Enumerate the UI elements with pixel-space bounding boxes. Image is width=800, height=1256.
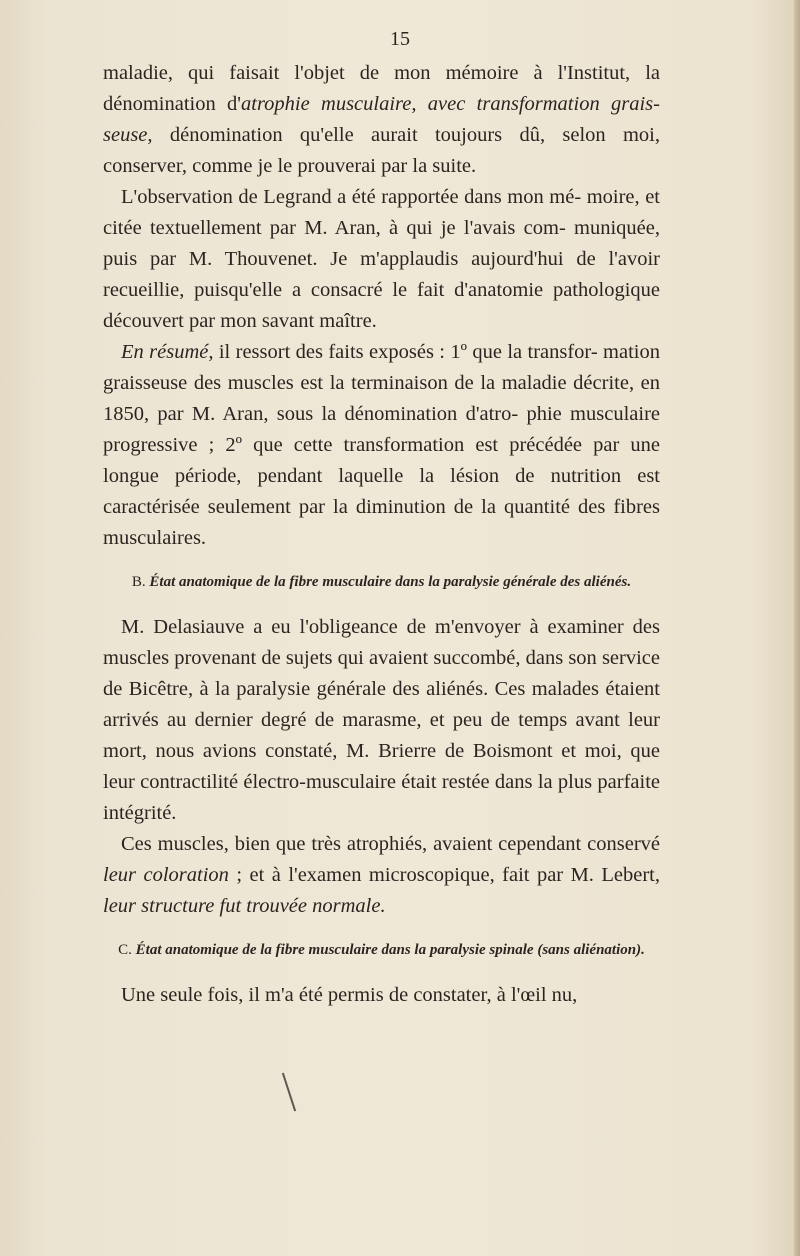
section-title-b: État anatomique de la fibre musculaire dans la paralysie générale des aliénés.: [149, 574, 632, 590]
paragraph-3-italic: En résumé,: [121, 341, 214, 363]
paragraph-5-italic-d: leur structure fut trouvée normale.: [103, 895, 386, 917]
paragraph-5-text-a: Ces muscles, bien que très atrophiés, avaient cependant conservé: [121, 833, 660, 855]
paragraph-5: [103, 829, 660, 922]
paragraph-1-italic: atrophie musculaire, avec transformation grais- seuse,: [103, 93, 660, 146]
paragraph-4: M. Delasiauve a eu l'obligeance de m'envoyer à examiner des muscles provenant de sujets qui avaient succombé, dans son service de Bicêtre, à la paralysie générale des aliénés. Ces malades étaient arrivés au dernier degré de marasme, et peu de temps avant leur mort, nous avions constaté, M. Brierre de Boismont et moi, que leur contractilité électro-musculaire était restée dans la plus parfaite intégrité.: [103, 616, 660, 824]
paragraph-3: [103, 337, 660, 554]
paragraph-6: Une seule fois, il m'a été permis de constater, à l'œil nu,: [121, 984, 578, 1006]
paragraph-3-text: il ressort des faits exposés : 1º que la transfor- mation graisseuse des muscles est la terminaison de la maladie décrite, en 1850, par M. Aran, sous la dénomination d'atro- phie musculaire progressive ; 2º que cette transformation est précédée par une longue période, pendant laquelle la lésion de nutrition est caractérisée seulement par la diminution de la quantité des fibres musculaires.: [103, 341, 660, 549]
section-letter-c: C.: [118, 942, 132, 958]
section-heading-c: [103, 940, 660, 960]
page-number: 15: [390, 28, 410, 50]
paragraph-5-italic-b: leur coloration: [103, 864, 229, 886]
paragraph-5-text-c: ; et à l'examen microscopique, fait par M. Lebert,: [228, 864, 661, 886]
body-text: [103, 58, 660, 1011]
page-edge: [794, 0, 800, 1256]
section-letter-b: B.: [131, 574, 146, 590]
paragraph-1-text-a: maladie, qui faisait l'objet de mon mémoire à l'Institut, la dénomination d': [103, 62, 660, 115]
paragraph-2: L'observation de Legrand a été rapportée dans mon mé- moire, et citée textuellement par M. Aran, à qui je l'avais com- muniquée, puis par M. Thouvenet. Je m'applaudis aujourd'hui de l'avoir recueillie, puisqu'elle a consacré le fait d'anatomie pathologique découvert par mon savant maître.: [103, 186, 660, 332]
ink-mark: [282, 1073, 296, 1112]
paragraph-1: [103, 58, 660, 182]
paragraph-1-text-c: dénomination qu'elle aurait toujours dû, selon moi, conserver, comme je le prouverai par la suite.: [103, 124, 660, 177]
section-title-c: État anatomique de la fibre musculaire dans la paralysie spinale (sans aliénation).: [135, 942, 645, 958]
section-heading-b: [103, 572, 660, 592]
